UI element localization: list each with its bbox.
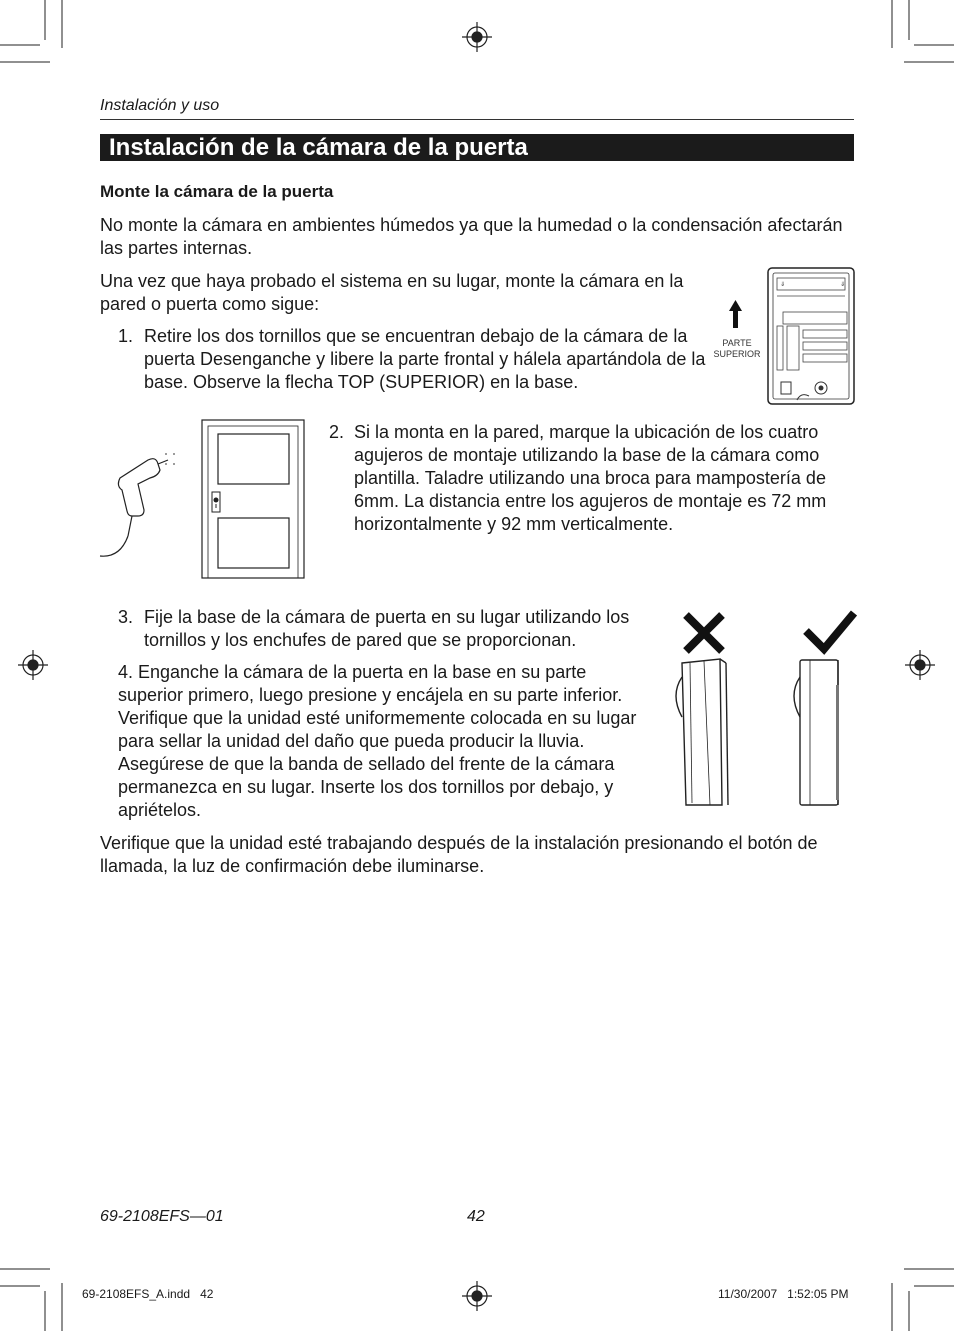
up-arrow-icon: [729, 300, 742, 328]
title-banner: [100, 134, 854, 161]
base-top-label: [705, 338, 769, 360]
subheading: Monte la cámara de la puerta: [100, 182, 334, 201]
page-number: 42: [467, 1208, 485, 1225]
step-text: Fije la base de la cámara de puerta en su lugar utilizando los tornillos y los enchufes de pared que se proporcionan.: [144, 607, 630, 650]
page-title: Instalación de la cámara de la puerta: [109, 134, 528, 161]
slug-filename: 69-2108EFS_A.indd 42: [82, 1287, 214, 1301]
svg-text:⇓: ⇓: [840, 281, 846, 288]
step-number: 3.: [118, 607, 134, 627]
step-number: 2.: [329, 422, 345, 442]
correct-mounted-camera: [794, 660, 838, 805]
paragraph-verify: Verifique que la unidad esté trabajando después de la instalación presionando el botón de llamada, la luz de confirmación debe iluminarse.: [100, 833, 818, 876]
document-code: 69-2108EFS—01: [100, 1208, 224, 1225]
paragraph-intro: Una vez que haya probado el sistema en su lugar, monte la cámara en la pared o puerta como sigue:: [100, 271, 684, 314]
incorrect-mark-icon: [686, 615, 722, 651]
step-text: Si la monta en la pared, marque la ubicación de los cuatro agujeros de montaje utilizando la base de la cámara como plantilla. Taladre utilizando una broca para mampostería de 6mm. La distancia entre los agujeros de montaje es 72 mm horizontalmente y 92 mm verticalmente.: [354, 422, 827, 534]
drill-icon: [100, 459, 168, 557]
step-text: Retire los dos tornillos que se encuentran debajo de la cámara de la puerta Desenganche y libere la parte frontal y hálela apartándola de la base. Observe la flecha TOP (SUPERIOR) en la base.: [144, 326, 706, 392]
incorrect-mounted-camera: [676, 659, 728, 805]
svg-text:⇓: ⇓: [780, 281, 786, 288]
mounting-comparison-illustration: [660, 605, 860, 815]
camera-base-illustration: [705, 264, 857, 408]
section-label: Instalación y uso: [100, 97, 220, 114]
drill-and-door-illustration: [98, 418, 308, 580]
paragraph-humidity: No monte la cámara en ambientes húmedos ya que la humedad o la condensación afectarán las partes internas.: [100, 215, 843, 258]
correct-check-icon: [806, 613, 854, 649]
base-top-label-line2: SUPERIOR: [713, 349, 761, 359]
header-rule: [100, 119, 854, 120]
base-top-label-line1: PARTE: [722, 338, 752, 348]
slug-timestamp: 11/30/2007 1:52:05 PM: [718, 1287, 849, 1301]
step-text: 4. Enganche la cámara de la puerta en la base en su parte superior primero, luego presione y encájela en su parte inferior. Verifique que la unidad esté uniformemente colocada en su lugar para sellar la unidad del daño que pueda producir la lluvia. Asegúrese de que la banda de sellado del frente de la cámara permanezca en su lugar. Inserte los dos tornillos por debajo, y apriételos.: [118, 662, 637, 820]
step-number: 1.: [118, 326, 134, 346]
